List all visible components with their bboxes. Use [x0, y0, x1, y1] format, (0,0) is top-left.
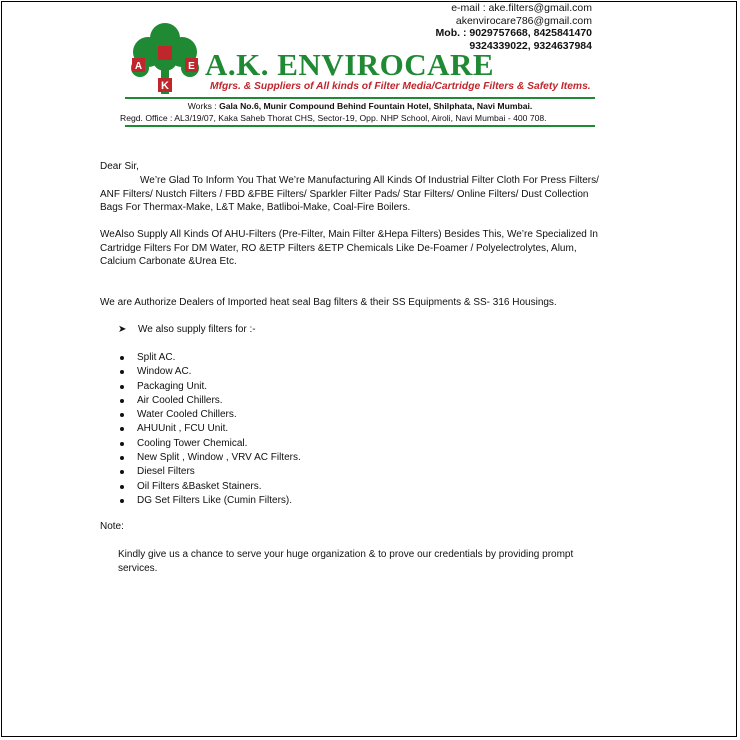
bullet-icon — [120, 399, 124, 403]
salutation: Dear Sir, — [100, 161, 139, 172]
works-address-text: Gala No.6, Munir Compound Behind Fountain Hotel, Shilphata, Navi Mumbai. — [219, 101, 533, 111]
tree-logo-icon — [128, 20, 202, 96]
arrow-bullet-icon: ➤ — [118, 324, 127, 335]
paragraph-1: We’re Glad To Inform You That We’re Manufacturing All Kinds Of Industrial Filter Cloth For Press Filters/ ANF Filters/ Nustch Filters / FBD &FBE Filters/ Sparkler Filter Pads/ Star Filters/ Online Filters/ Dust Collection Bags For Thermax-Make, L&T Make, Batliboi-Make, Coal-Fire Boilers. — [100, 175, 599, 214]
logo-letter-k: K — [161, 80, 169, 92]
bullet-icon — [120, 470, 124, 474]
bullet-icon — [120, 427, 124, 431]
bullet-icon — [120, 442, 124, 446]
bullet-icon — [120, 413, 124, 417]
list-item: Oil Filters &Basket Stainers. — [118, 480, 301, 494]
email-2: akenvirocare786@gmail.com — [455, 14, 592, 27]
works-label: Works : — [187, 101, 217, 111]
note-label: Note: — [100, 521, 124, 532]
mobile-1: Mob. : 9029757668, 8425841470 — [435, 27, 592, 39]
list-item: Air Cooled Chillers. — [118, 394, 301, 408]
bullet-icon — [120, 356, 124, 360]
list-item: Split AC. — [118, 351, 301, 365]
list-item: Diesel Filters — [118, 465, 301, 479]
list-item: Water Cooled Chillers. — [118, 408, 301, 422]
page-border — [1, 1, 737, 737]
bullet-icon — [120, 499, 124, 503]
header-divider-bottom — [125, 125, 595, 127]
contact-block — [436, 2, 592, 52]
logo-letter-a: A — [134, 61, 143, 72]
company-tagline: Mfgrs. & Suppliers of All kinds of Filter Media/Cartridge Filters & Safety Items. — [210, 81, 591, 92]
list-item: AHUUnit , FCU Unit. — [118, 422, 301, 436]
bullet-icon — [120, 485, 124, 489]
paragraph-2: WeAlso Supply All Kinds Of AHU-Filters (Pre-Filter, Main Filter &Hepa Filters) Besides This, We’re Specialized In Cartridge Filters For DM Water, RO &ETP Filters &ETP Chemicals Like De-Foamer / Polyelectrolytes, Alum, Calcium Carbonate &Urea Etc. — [100, 229, 598, 268]
closing-paragraph: Kindly give us a chance to serve your huge organization & to prove our credentials by providing prompt services. — [118, 549, 574, 574]
list-item: New Split , Window , VRV AC Filters. — [118, 451, 301, 465]
paragraph-3: We are Authorize Dealers of Imported heat seal Bag filters & their SS Equipments & SS- 316 Housings. — [100, 297, 557, 308]
mobile-2: 9324339022, 9324637984 — [469, 39, 592, 52]
bullet-icon — [120, 370, 124, 374]
company-name: A.K. ENVIROCARE — [205, 47, 495, 82]
filters-bullet-list — [118, 351, 301, 508]
arrow-list-item — [118, 324, 256, 335]
list-item: DG Set Filters Like (Cumin Filters). — [118, 494, 301, 508]
list-item: Cooling Tower Chemical. — [118, 437, 301, 451]
arrow-item-text: We also supply filters for :- — [138, 324, 256, 335]
works-address — [0, 101, 720, 111]
header-divider-top — [125, 97, 595, 99]
logo-letter-e: E — [188, 61, 195, 72]
bullet-icon — [120, 385, 124, 389]
regd-office-address: Regd. Office : AL3/19/07, Kaka Saheb Thorat CHS, Sector-19, Opp. NHP School, Airoli, Navi Mumbai - 400 708. — [120, 113, 547, 123]
list-item: Window AC. — [118, 365, 301, 379]
email-1: e-mail : ake.filters@gmail.com — [451, 2, 592, 14]
bullet-icon — [120, 456, 124, 460]
list-item: Packaging Unit. — [118, 380, 301, 394]
